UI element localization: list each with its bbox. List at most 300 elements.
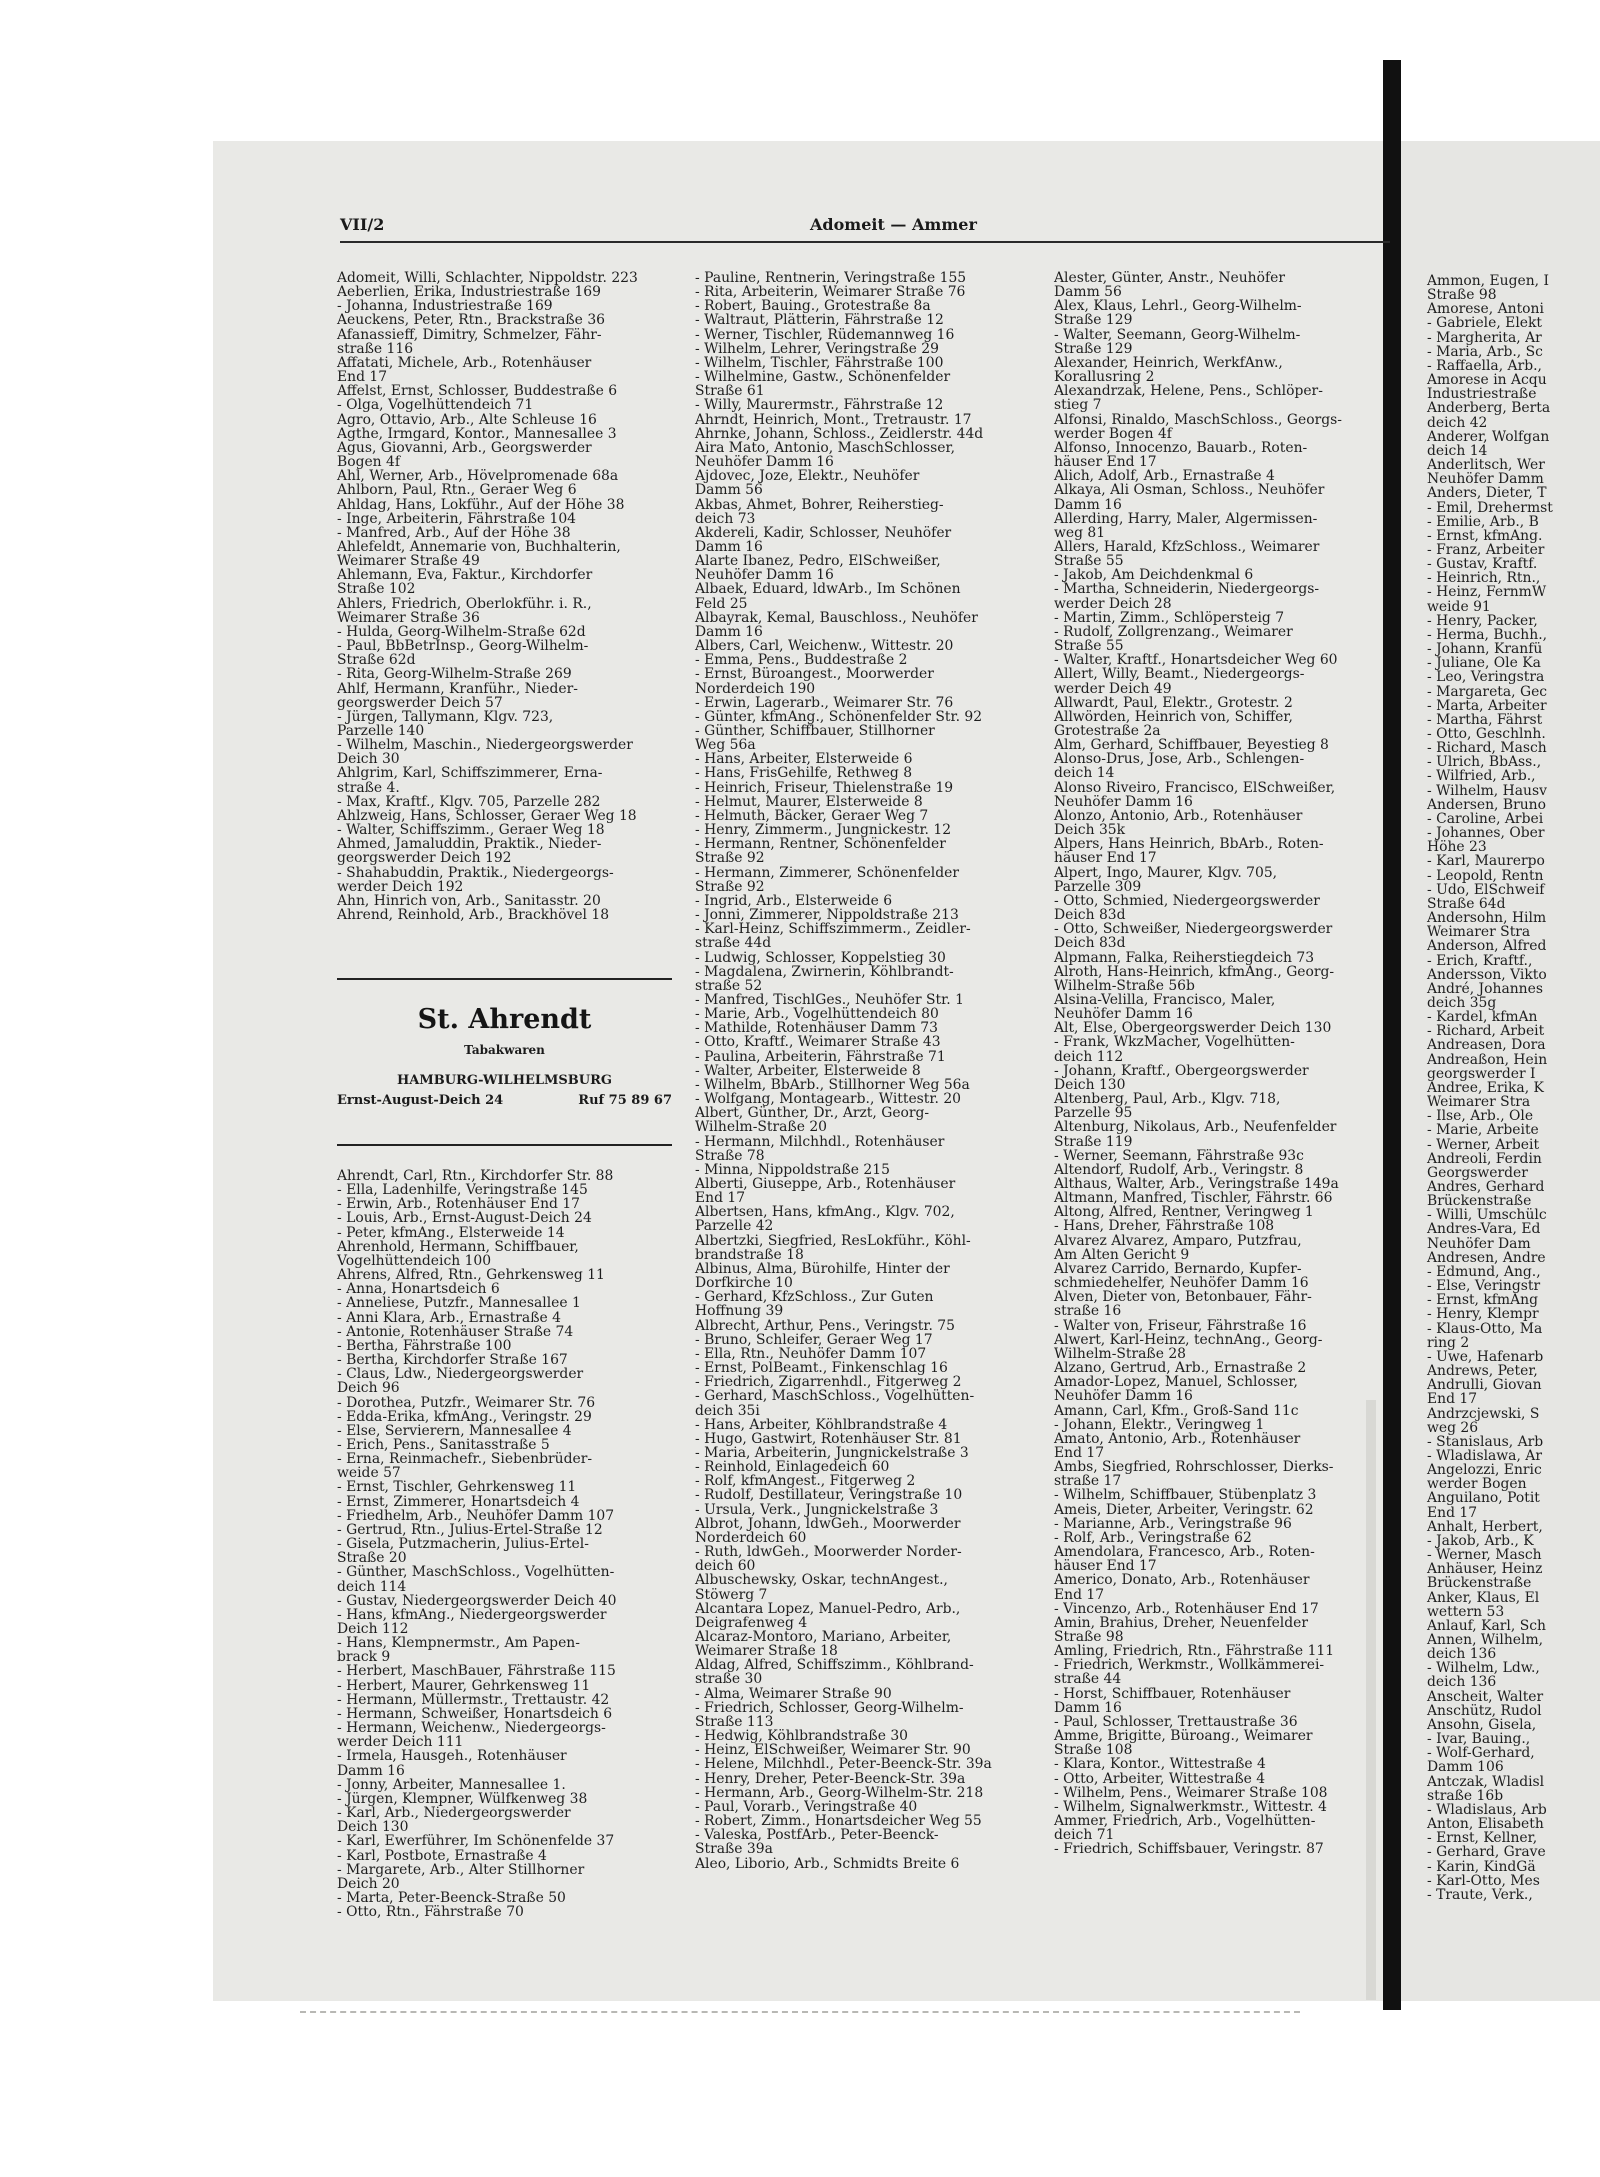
directory-entry: Altenberg, Paul, Arb., Klgv. 718, [1054,1091,1281,1108]
directory-entry: Neuhöfer Damm 16 [1054,1388,1193,1405]
directory-entry: End 17 [1054,1444,1105,1461]
directory-entry: Andrzcjewski, S [1427,1405,1540,1422]
directory-entry: - Friedrich, Werkmstr., Wollkämmerei- [1054,1657,1325,1674]
directory-entry: - Paulina, Arbeiterin, Fährstraße 71 [695,1048,946,1065]
directory-entry: - Pauline, Rentnerin, Veringstraße 155 [695,270,967,286]
directory-entry: - Magdalena, Zwirnerin, Köhlbrandt- [695,963,954,980]
directory-entry: Weimarer Stra [1427,1094,1531,1111]
directory-entry: - Richard, Masch [1427,740,1547,757]
directory-entry: Anguilano, Potit [1427,1490,1540,1507]
directory-entry: Grotestraße 2a [1054,723,1161,739]
directory-entry: - Rolf, kfmAngest., Fitgerweg 2 [695,1473,916,1490]
directory-entry: Deich 130 [1054,1076,1126,1093]
directory-entry: Ambs, Siegfried, Rohrschlosser, Dierks- [1054,1459,1334,1476]
directory-entry: - Marianne, Arb., Veringstraße 96 [1054,1515,1292,1532]
directory-entry: Andersen, Bruno [1427,796,1546,813]
directory-entry: - Hans, FrisGehilfe, Rethweg 8 [695,765,913,782]
directory-entry: brandstraße 18 [695,1246,804,1263]
directory-entry: - Friedhelm, Arb., Neuhöfer Damm 107 [337,1507,615,1524]
directory-entry: Amorese, Antoni [1427,301,1544,318]
directory-entry: Alwert, Karl-Heinz, technAng., Georg- [1054,1331,1323,1348]
directory-entry: - Henry, Zimmerm., Jungnickestr. 12 [695,822,952,839]
directory-entry: - Heinrich, Rtn., [1427,570,1541,587]
directory-entry: Altenburg, Nikolaus, Arb., Neufenfelder [1054,1119,1337,1136]
directory-entry: Agthe, Irmgard, Kontor., Mannesallee 3 [337,425,617,442]
directory-entry: Vogelhüttendeich 100 [337,1252,492,1269]
directory-entry: - Erich, Kraftf., [1427,952,1533,969]
directory-entry: Amorese in Acqu [1427,372,1547,389]
directory-entry: - Ivar, Bauing., [1427,1731,1531,1748]
directory-entry: stieg 7 [1054,397,1102,414]
directory-entry: deich 14 [1427,442,1488,459]
directory-entry: - Ernst, kfmAng. [1427,527,1543,544]
directory-entry: Wilhelm-Straße 28 [1054,1345,1187,1362]
directory-entry: Amin, Brahius, Dreher, Neuenfelder [1054,1614,1308,1631]
directory-entry: - Rudolf, Zollgrenzang., Weimarer [1054,623,1293,640]
directory-entry: - Rita, Georg-Wilhelm-Straße 269 [337,666,572,683]
directory-entry: Deich 35k [1054,822,1126,839]
directory-entry: - Johann, Kraftf., Obergeorgswerder [1054,1062,1309,1079]
ad-address: Ernst-August-Deich 24 [337,1093,504,1108]
directory-entry: Aleo, Liborio, Arb., Schmidts Breite 6 [695,1855,960,1872]
directory-entry: Bogen 4f [337,454,401,471]
directory-entry: - Edda-Erika, kfmAng., Veringstr. 29 [337,1408,592,1425]
directory-entry: - Gustav, Niedergeorgswerder Deich 40 [337,1592,617,1609]
directory-entry: Antczak, Wladisl [1427,1773,1545,1790]
directory-column-2 [695,271,1045,1871]
directory-entry: - Johann, Kranfü [1427,641,1543,658]
directory-entry: ring 2 [1427,1334,1470,1351]
directory-entry: - Gerhard, MaschSchloss., Vogelhütten- [695,1388,975,1405]
directory-entry: - Stanislaus, Arb [1427,1433,1544,1450]
directory-entry: - Wladislawa, Ar [1427,1447,1542,1464]
directory-entry: Albuschewsky, Oskar, technAngest., [695,1572,948,1589]
directory-entry: Straße 119 [1054,1133,1133,1150]
directory-entry: Weg 56a [695,737,756,754]
ad-business-name: St. Ahrendt [417,1004,592,1035]
directory-entry: Damm 16 [695,538,763,555]
directory-entry: - Günther, MaschSchloss., Vogelhütten- [337,1564,615,1581]
directory-entry: Alven, Dieter von, Betonbauer, Fähr- [1054,1289,1312,1306]
directory-entry: Albaek, Eduard, ldwArb., Im Schönen [695,581,961,598]
directory-entry: - Karl, Postbote, Ernastraße 4 [337,1847,547,1864]
directory-entry: Ammon, Eugen, I [1427,273,1549,289]
directory-entry: Straße 62d [337,652,416,669]
directory-entry: - Jonni, Zimmerer, Nippoldstraße 213 [695,907,959,924]
directory-entry: - Jakob, Arb., K [1427,1532,1534,1549]
directory-entry: straße 44 [1054,1671,1122,1688]
directory-entry: Albayrak, Kemal, Bauschloss., Neuhöfer [695,609,978,626]
directory-entry: - Olga, Vogelhüttendeich 71 [337,397,534,414]
directory-entry: Alkaya, Ali Osman, Schloss., Neuhöfer [1054,482,1325,499]
directory-entry: - Ilse, Arb., Ole [1427,1108,1534,1125]
directory-entry: Ansohn, Gisela, [1427,1716,1537,1733]
directory-entry: Albrecht, Arthur, Pens., Veringstr. 75 [695,1317,955,1334]
directory-entry: Ahlborn, Paul, Rtn., Geraer Weg 6 [337,482,577,499]
directory-entry: - Otto, Geschlnh. [1427,726,1546,742]
directory-entry: - Ernst, PolBeamt., Finkenschlag 16 [695,1360,948,1377]
directory-entry: - Werner, Tischler, Rüdemannweg 16 [695,326,955,343]
directory-entry: - Ernst, Kellner, [1427,1830,1538,1847]
directory-entry: - Juliane, Ole Ka [1427,655,1541,672]
directory-entry: End 17 [1427,1504,1478,1521]
directory-entry: Alm, Gerhard, Schiffbauer, Beyestieg 8 [1054,737,1329,754]
directory-entry: - Werner, Seemann, Fährstraße 93c [1054,1147,1304,1164]
directory-entry: deich 35g [1427,994,1497,1011]
directory-entry: - Rita, Arbeiterin, Weimarer Straße 76 [695,284,966,301]
directory-entry: - Anneliese, Putzfr., Mannesallee 1 [337,1295,581,1312]
directory-entry: Neuhöfer Damm 16 [695,567,834,584]
directory-entry: Alonso-Drus, Jose, Arb., Schlengen- [1054,751,1305,768]
directory-entry: - Karl, Arb., Niedergeorgswerder [337,1805,571,1822]
directory-entry: deich 112 [1054,1048,1124,1065]
directory-entry: häuser End 17 [1054,454,1157,471]
directory-entry: - Gerhard, KfzSchloss., Zur Guten [695,1289,934,1306]
directory-entry: Ameis, Dieter, Arbeiter, Veringstr. 62 [1054,1501,1314,1518]
directory-entry: Ahrndt, Heinrich, Mont., Tretraustr. 17 [695,411,972,428]
directory-entry: Feld 25 [695,595,748,612]
directory-entry: Amann, Carl, Kfm., Groß-Sand 11c [1054,1402,1299,1419]
directory-entry: Alfonsi, Rinaldo, MaschSchloss., Georgs- [1054,411,1342,428]
directory-entry: - Valeska, PostfArb., Peter-Beenck- [695,1827,939,1844]
directory-entry: - Jakob, Am Deichdenkmal 6 [1054,567,1254,584]
directory-entry: Straße 55 [1054,553,1124,570]
directory-entry: - Kardel, kfmAn [1427,1009,1538,1026]
directory-entry: Anscheit, Walter [1427,1688,1544,1705]
directory-entry: - Gerhard, Grave [1427,1844,1546,1861]
directory-entry: - Martin, Zimm., Schlöpersteig 7 [1054,609,1285,626]
directory-entry: Deich 20 [337,1875,400,1892]
directory-entry: Ahldag, Hans, Lokführ., Auf der Höhe 38 [337,496,625,513]
directory-entry: Albertsen, Hans, kfmAng., Klgv. 702, [695,1204,955,1221]
directory-entry: Anschütz, Rudol [1427,1702,1542,1719]
directory-entry: Andersohn, Hilm [1427,910,1547,927]
directory-entry: - Herbert, Maurer, Gehrkensweg 11 [337,1677,591,1694]
directory-entry: - Wilfried, Arb., [1427,768,1536,785]
directory-entry: Alarte Ibanez, Pedro, ElSchweißer, [695,553,941,570]
directory-entry: - Karl-Heinz, Schiffszimmerm., Zeidler- [695,921,971,938]
directory-entry: Alroth, Hans-Heinrich, kfmAng., Georg- [1054,963,1335,980]
directory-entry: - Irmela, Hausgeh., Rotenhäuser [337,1748,567,1765]
directory-entry: - Raffaella, Arb., [1427,357,1542,374]
directory-entry: Ahlefeldt, Annemarie von, Buchhalterin, [337,538,621,555]
directory-entry: - Hedwig, Köhlbrandstraße 30 [695,1728,909,1745]
directory-entry: Albertzki, Siegfried, ResLokführ., Köhl- [695,1232,971,1249]
directory-entry: - Walter, Kraftf., Honartsdeicher Weg 60 [1054,652,1338,669]
directory-entry: Straße 92 [695,850,765,867]
directory-entry: straße 116 [337,340,414,357]
directory-entry: Straße 113 [695,1713,774,1730]
directory-entry: End 17 [1054,1586,1105,1603]
directory-entry: Parzelle 309 [1054,878,1142,895]
directory-entry: Anderson, Alfred [1427,938,1547,955]
directory-entry: - Caroline, Arbei [1427,810,1544,827]
directory-entry: Parzelle 95 [1054,1105,1133,1122]
directory-entry: deich 136 [1427,1674,1497,1691]
directory-entry: - Erwin, Arb., Rotenhäuser End 17 [337,1196,581,1213]
directory-entry: End 17 [337,369,388,386]
ad-phone: Ruf 75 89 67 [578,1093,672,1108]
directory-entry: - Bruno, Schleifer, Geraer Weg 17 [695,1331,933,1348]
directory-entry: - Paul, Vorarb., Veringstraße 40 [695,1798,918,1815]
page-number: VII/2 [340,215,385,234]
directory-entry: werder Bogen [1427,1476,1527,1493]
directory-entry: - Marta, Arbeiter [1427,697,1547,714]
directory-entry: - Anna, Honartsdeich 6 [337,1281,500,1298]
directory-entry: - Hugo, Gastwirt, Rotenhäuser Str. 81 [695,1430,962,1447]
directory-entry: Ammer, Friedrich, Arb., Vogelhütten- [1054,1813,1316,1830]
directory-entry: deich 136 [1427,1646,1497,1663]
directory-entry: - Alma, Weimarer Straße 90 [695,1685,892,1702]
directory-entry: Alt, Else, Obergeorgswerder Deich 130 [1054,1020,1332,1037]
directory-entry: Amling, Friedrich, Rtn., Fährstraße 111 [1054,1643,1335,1660]
directory-entry: Alpers, Hans Heinrich, BbArb., Roten- [1054,836,1324,853]
directory-entry: - Marta, Peter-Beenck-Straße 50 [337,1889,566,1906]
directory-entry: - Paul, BbBetrInsp., Georg-Wilhelm- [337,638,589,655]
directory-column-3 [1054,271,1404,1857]
directory-entry: Straße 39a [695,1841,773,1858]
directory-entry: - Herma, Buchh., [1427,626,1548,643]
directory-entry: Ahrendt, Carl, Rtn., Kirchdorfer Str. 88 [337,1168,614,1184]
directory-entry: - Gustav, Kraftf. [1427,556,1538,573]
directory-entry: - Johanna, Industriestraße 169 [337,298,553,315]
directory-entry: Alsina-Velilla, Francisco, Maler, [1054,991,1276,1008]
directory-entry: Straße 102 [337,581,416,598]
directory-entry: Anlauf, Karl, Sch [1427,1617,1546,1634]
directory-entry: Am Alten Gericht 9 [1054,1246,1190,1263]
directory-entry: Wilhelm-Straße 20 [695,1119,828,1136]
directory-entry: werder Deich 192 [337,878,464,895]
directory-entry: wettern 53 [1427,1603,1505,1620]
directory-entry: straße 30 [695,1671,763,1688]
directory-entry: Alvarez Alvarez, Amparo, Putzfrau, [1054,1232,1302,1249]
directory-entry: Alfonso, Innocenzo, Bauarb., Roten- [1054,439,1308,456]
directory-entry: Allerding, Harry, Maler, Algermissen- [1054,510,1318,527]
directory-entry: Alexandrzak, Helene, Pens., Schlöper- [1054,383,1323,400]
directory-entry: - Helmuth, Bäcker, Geraer Weg 7 [695,807,929,824]
directory-entry: Dorfkirche 10 [695,1275,793,1292]
directory-entry: - Rudolf, Destillateur, Veringstraße 10 [695,1487,963,1504]
directory-entry: - Jürgen, Tallymann, Klgv. 723, [337,708,554,725]
directory-entry: - Walter, Seemann, Georg-Wilhelm- [1054,326,1301,343]
directory-entry: - Ernst, Büroangest., Moorwerder [695,666,934,683]
directory-entry: Angelozzi, Enric [1427,1462,1542,1479]
directory-entry: - Traute, Verk., [1427,1886,1533,1903]
directory-entry: - Günter, kfmAng., Schönenfelder Str. 92 [695,708,983,725]
directory-entry: - Hermann, Milchhdl., Rotenhäuser [695,1133,945,1150]
directory-entry: Ahlf, Hermann, Kranführ., Nieder- [337,680,578,697]
directory-entry: - Wilhelm, Schiffbauer, Stübenplatz 3 [1054,1487,1317,1504]
directory-entry: Weimarer Straße 18 [695,1643,838,1660]
header-rule [340,241,1390,243]
directory-entry: werder Deich 49 [1054,680,1172,697]
directory-entry: Allwörden, Heinrich von, Schiffer, [1054,708,1293,725]
directory-entry: - Hans, kfmAng., Niedergeorgswerder [337,1606,607,1623]
directory-entry: Altong, Alfred, Rentner, Veringweg 1 [1054,1204,1314,1221]
directory-entry: - Gertrud, Rtn., Julius-Ertel-Straße 12 [337,1521,603,1538]
ad-trade: Tabakwaren [464,1043,545,1057]
directory-entry: Annen, Wilhelm, [1427,1632,1544,1648]
directory-entry: Norderdeich 60 [695,1529,807,1546]
directory-entry: - Ernst, Zimmerer, Honartsdeich 4 [337,1493,580,1510]
directory-entry: Adomeit, Willi, Schlachter, Nippoldstr. 223 [337,270,638,286]
directory-entry: Andresen, Andre [1427,1249,1546,1266]
directory-entry: Damm 56 [1054,284,1122,301]
directory-entry: Agus, Giovanni, Arb., Georgswerder [337,439,592,456]
directory-entry: Weimarer Straße 49 [337,553,480,570]
directory-entry: Altmann, Manfred, Tischler, Fährstr. 66 [1054,1190,1333,1207]
directory-entry: Aeuckens, Peter, Rtn., Brackstraße 36 [337,312,605,329]
directory-entry: - Marie, Arbeite [1427,1122,1539,1139]
directory-entry: - Wilhelm, Maschin., Niedergeorgswerder [337,737,633,754]
directory-entry: - Otto, Rtn., Fährstraße 70 [337,1904,524,1921]
directory-entry: Alonzo, Antonio, Arb., Rotenhäuser [1054,807,1303,824]
directory-entry: - Hans, Dreher, Fährstraße 108 [1054,1218,1275,1235]
directory-entry: - Hermann, Müllermstr., Trettaustr. 42 [337,1691,610,1708]
directory-entry: End 17 [1427,1391,1478,1408]
directory-entry: Andersson, Vikto [1427,966,1547,983]
directory-entry: Alvarez Carrido, Bernardo, Kupfer- [1054,1260,1302,1277]
directory-entry: - Louis, Arb., Ernst-August-Deich 24 [337,1210,592,1227]
directory-entry: - Gabriele, Elekt [1427,315,1542,332]
directory-entry: Straße 98 [1054,1629,1124,1645]
directory-entry: - Antonie, Rotenhäuser Straße 74 [337,1323,574,1340]
directory-entry: Ahlzweig, Hans, Schlosser, Geraer Weg 18 [337,807,637,824]
directory-entry: - Helmut, Maurer, Elsterweide 8 [695,793,923,810]
directory-entry: Alcaraz-Montoro, Mariano, Arbeiter, [695,1629,952,1645]
directory-entry: Andreaßon, Hein [1427,1051,1548,1068]
directory-entry: Damm 16 [337,1762,405,1779]
directory-entry: - Ludwig, Schlosser, Koppelstieg 30 [695,949,946,966]
directory-entry: Ahlgrim, Karl, Schiffszimmerer, Erna- [337,765,603,782]
directory-entry: Anker, Klaus, El [1427,1589,1540,1606]
directory-entry: - Richard, Arbeit [1427,1023,1545,1040]
directory-entry: Alpert, Ingo, Maurer, Klgv. 705, [1054,864,1278,881]
directory-entry: - Karl, Maurerpo [1427,853,1545,870]
directory-entry: Stöwerg 7 [695,1586,768,1603]
directory-entry: - Manfred, Arb., Auf der Höhe 38 [337,524,571,541]
directory-entry: Ajdovec, Joze, Elektr., Neuhöfer [695,468,920,485]
directory-entry: - Maria, Arbeiterin, Jungnickelstraße 3 [695,1444,969,1461]
directory-entry: - Gisela, Putzmacherin, Julius-Ertel- [337,1536,589,1553]
directory-entry: Americo, Donato, Arb., Rotenhäuser [1054,1572,1310,1589]
directory-entry: Damm 16 [695,623,763,640]
directory-entry: - Mathilde, Rotenhäuser Damm 73 [695,1020,938,1037]
directory-entry: Brückenstraße [1427,1575,1532,1592]
directory-entry: Deich 112 [337,1621,409,1637]
page-name-range: Adomeit — Ammer [810,215,977,234]
directory-entry: Allers, Harald, KfzSchloss., Weimarer [1054,538,1320,555]
directory-entry: Andres, Gerhard [1427,1179,1545,1195]
directory-entry: - Edmund, Ang., [1427,1263,1541,1280]
directory-entry: - Wilhelm, BbArb., Stillhorner Weg 56a [695,1076,970,1093]
directory-entry: Korallusring 2 [1054,369,1155,386]
directory-entry: - Vincenzo, Arb., Rotenhäuser End 17 [1054,1600,1319,1617]
directory-entry: - Henry, Klempr [1427,1306,1539,1323]
directory-entry: - Else, Veringstr [1427,1278,1541,1295]
directory-entry: Neuhöfer Dam [1427,1235,1531,1252]
directory-entry: Alpmann, Falka, Reiherstiegdeich 73 [1054,949,1315,966]
directory-entry: - Heinz, ElSchweißer, Weimarer Str. 90 [695,1742,971,1759]
directory-entry: Andreasen, Dora [1427,1037,1546,1054]
directory-entry: - Klara, Kontor., Wittestraße 4 [1054,1756,1266,1773]
directory-entry: - Dorothea, Putzfr., Weimarer Str. 76 [337,1394,596,1411]
directory-entry: Straße 92 [695,878,765,895]
facing-page-column [1427,274,1600,1902]
directory-entry: brack 9 [337,1649,391,1666]
directory-entry: Alzano, Gertrud, Arb., Ernastraße 2 [1054,1360,1307,1377]
directory-entry: deich 42 [1427,414,1488,431]
directory-entry: Straße 61 [695,383,765,400]
directory-entry: - Herbert, MaschBauer, Fährstraße 115 [337,1663,616,1680]
ad-top-rule [337,978,672,980]
directory-entry: Ahrnke, Johann, Schloss., Zeidlerstr. 44d [695,425,984,442]
directory-entry: - Jonny, Arbeiter, Mannesallee 1. [337,1776,566,1793]
directory-entry: deich 14 [1054,765,1115,782]
directory-entry: - Rolf, Arb., Veringstraße 62 [1054,1529,1252,1546]
directory-entry: werder Deich 28 [1054,595,1172,612]
directory-entry: - Uwe, Hafenarb [1427,1348,1544,1365]
directory-entry: - Erich, Pens., Sanitasstraße 5 [337,1436,550,1453]
directory-entry: häuser End 17 [1054,850,1157,867]
directory-entry: schmiedehelfer, Neuhöfer Damm 16 [1054,1275,1309,1292]
directory-entry: - Wilhelm, Signalwerkmstr., Wittestr. 4 [1054,1798,1327,1815]
directory-column-1 [337,271,687,922]
directory-entry: - Leo, Veringstra [1427,669,1545,686]
directory-entry: Damm 16 [1054,496,1122,513]
directory-entry: - Reinhold, Einlagedeich 60 [695,1459,890,1476]
directory-entry: - Franz, Arbeiter [1427,541,1545,558]
directory-entry: Amme, Brigitte, Büroang., Weimarer [1054,1728,1313,1745]
directory-entry: - Otto, Kraftf., Weimarer Straße 43 [695,1034,941,1051]
directory-entry: - Else, Servierern, Mannesallee 4 [337,1422,572,1439]
directory-entry: Neuhöfer Damm 16 [695,454,834,471]
directory-entry: Neuhöfer Damm [1427,471,1544,488]
directory-entry: - Willy, Maurermstr., Fährstraße 12 [695,397,944,414]
directory-entry: - Johann, Elektr., Veringweg 1 [1054,1416,1265,1433]
directory-entry: - Margherita, Ar [1427,329,1542,346]
directory-entry: Straße 108 [1054,1742,1133,1759]
directory-entry: - Johannes, Ober [1427,825,1545,842]
directory-entry: Ahrens, Alfred, Rtn., Gehrkensweg 11 [337,1267,605,1284]
directory-entry: Amendolara, Francesco, Arb., Roten- [1054,1544,1315,1561]
directory-entry: Weimarer Straße 36 [337,609,480,626]
directory-entry: - Friedrich, Zigarrenhdl., Fitgerweg 2 [695,1374,962,1391]
bottom-print-artifact [300,2011,1300,2019]
directory-entry: Deich 83d [1054,907,1126,924]
directory-entry: - Horst, Schiffbauer, Rotenhäuser [1054,1685,1291,1702]
directory-entry: deich 71 [1054,1827,1115,1844]
directory-entry: Parzelle 140 [337,723,425,739]
directory-entry: - Hermann, Arb., Georg-Wilhelm-Str. 218 [695,1784,984,1801]
directory-entry: - Martha, Fährst [1427,711,1543,728]
directory-entry: - Hans, Arbeiter, Elsterweide 6 [695,751,913,768]
directory-entry: Amato, Antonio, Arb., Rotenhäuser [1054,1430,1301,1447]
directory-entry: Straße 129 [1054,312,1133,329]
directory-entry: - Bertha, Kirchdorfer Straße 167 [337,1352,568,1369]
directory-entry: Anderer, Wolfgan [1427,428,1550,445]
directory-entry: Albert, Günther, Dr., Arzt, Georg- [695,1105,930,1122]
directory-entry: - Paul, Schlosser, Trettaustraße 36 [1054,1713,1298,1730]
directory-entry: Ahrend, Reinhold, Arb., Brackhövel 18 [337,907,610,924]
directory-entry: Deigrafenweg 4 [695,1614,808,1631]
directory-entry: Allwardt, Paul, Elektr., Grotestr. 2 [1054,694,1293,711]
directory-entry: straße 52 [695,977,763,994]
directory-entry: deich 35i [695,1402,760,1419]
directory-entry: - Otto, Schmied, Niedergeorgswerder [1054,892,1320,909]
directory-entry: - Wolfgang, Montagearb., Wittestr. 20 [695,1091,961,1108]
directory-entry: Alcantara Lopez, Manuel-Pedro, Arb., [695,1600,961,1617]
